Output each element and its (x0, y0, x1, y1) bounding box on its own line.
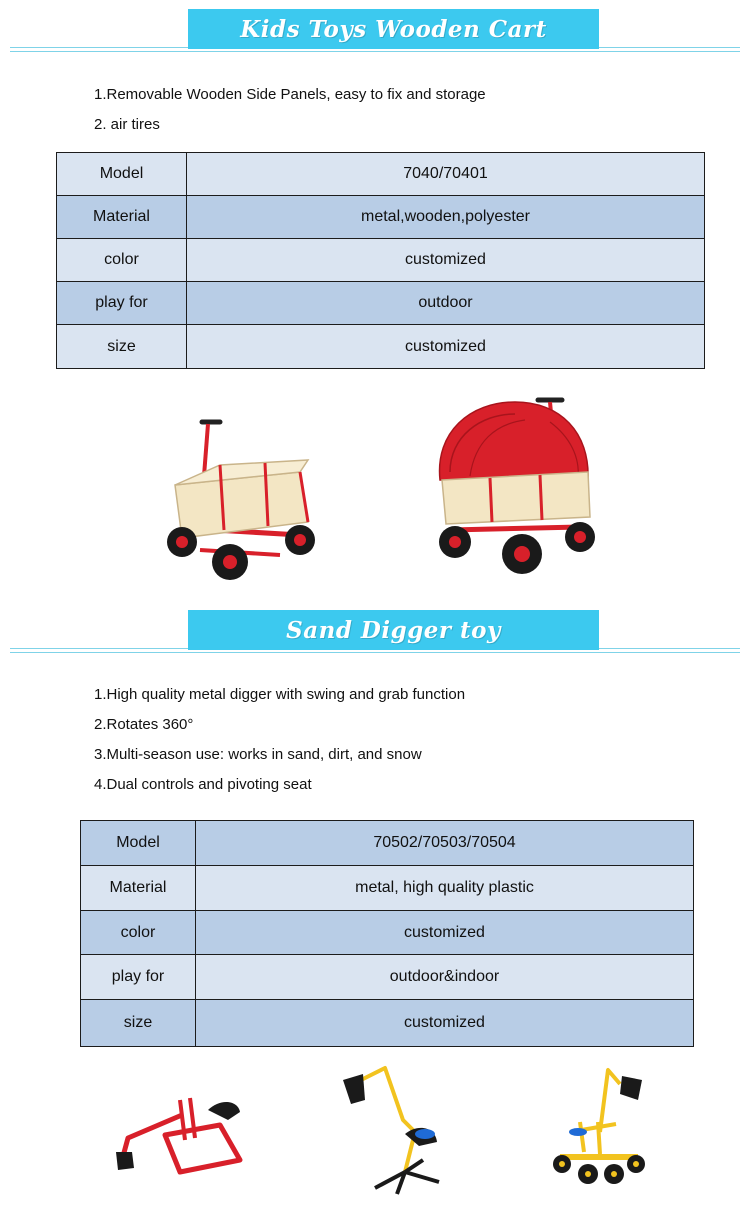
spec-label: color (81, 911, 196, 955)
table-row (81, 1000, 694, 1047)
spec-label: Material (57, 196, 187, 239)
spec-label: size (57, 325, 187, 369)
feature-item: 2.Rotates 360° (94, 716, 194, 733)
spec-label: Model (81, 821, 196, 866)
section-1-feature-list (94, 80, 486, 140)
feature-item: 4.Dual controls and pivoting seat (94, 776, 312, 793)
spec-label: Material (81, 866, 196, 911)
section-2-banner (188, 610, 599, 650)
spec-label: play for (81, 955, 196, 1000)
table-row (81, 911, 694, 955)
feature-item: 1.Removable Wooden Side Panels, easy to fix and storage (94, 86, 486, 103)
section-1-spec-table (56, 152, 705, 369)
spec-value: outdoor&indoor (196, 955, 694, 1000)
table-row (57, 196, 705, 239)
spec-value: customized (196, 1000, 694, 1047)
wooden-cart-open-image (160, 410, 320, 585)
section-2-spec-table (80, 820, 694, 1047)
spec-value: 7040/70401 (187, 153, 705, 196)
yellow-digger-stand-image (335, 1062, 445, 1197)
feature-item: 1.High quality metal digger with swing and grab function (94, 686, 466, 703)
yellow-digger-wheels-image (550, 1062, 650, 1187)
table-row (81, 866, 694, 911)
spec-label: play for (57, 282, 187, 325)
table-row (57, 239, 705, 282)
spec-value: customized (187, 239, 705, 282)
section-1-title: Kids Toys Wooden Cart (240, 15, 547, 43)
table-row (57, 325, 705, 369)
spec-label: Model (57, 153, 187, 196)
section-2-feature-list (94, 680, 465, 800)
section-2-title: Sand Digger toy (286, 616, 501, 644)
spec-value: customized (187, 325, 705, 369)
table-row (57, 282, 705, 325)
spec-value: customized (196, 911, 694, 955)
section-1-banner (188, 9, 599, 49)
table-row (81, 955, 694, 1000)
spec-value: 70502/70503/70504 (196, 821, 694, 866)
spec-value: outdoor (187, 282, 705, 325)
spec-value: metal,wooden,polyester (187, 196, 705, 239)
spec-label: color (57, 239, 187, 282)
feature-item: 3.Multi-season use: works in sand, dirt, and snow (94, 746, 422, 763)
red-sand-digger-image (110, 1080, 250, 1180)
feature-item: 2. air tires (94, 116, 160, 133)
spec-value: metal, high quality plastic (196, 866, 694, 911)
spec-label: size (81, 1000, 196, 1047)
wooden-cart-canopy-image (430, 392, 600, 587)
table-row (81, 821, 694, 866)
table-row (57, 153, 705, 196)
